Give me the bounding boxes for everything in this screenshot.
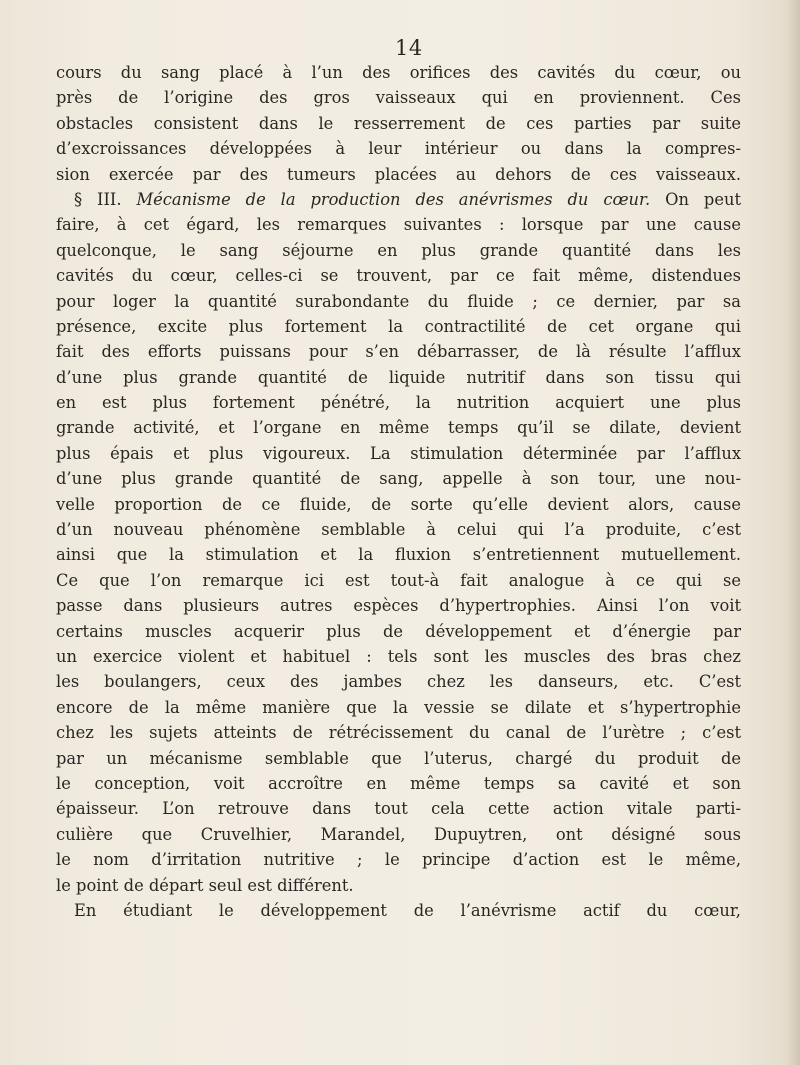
text-line: plus épais et plus vigoureux. La stimulation déterminée par l’afflux xyxy=(56,443,741,463)
text-line: par un mécanisme semblable que l’uterus, chargé du produit de xyxy=(56,748,741,768)
final-text-line: En étudiant le développement de l’anévrisme actif du cœur, xyxy=(74,900,741,920)
text-line: sion exercée par des tumeurs placées au dehors de ces vaisseaux. xyxy=(56,164,741,184)
text-line: d’excroissances développées à leur intérieur ou dans la compres- xyxy=(56,139,741,159)
body-text xyxy=(56,60,741,923)
text-line: un exercice violent et habituel : tels sont les muscles des bras chez xyxy=(56,646,741,666)
text-line: certains muscles acquerir plus de développement et d’énergie par xyxy=(56,621,741,641)
section-mark: § III. xyxy=(74,189,122,209)
text-line: obstacles consistent dans le resserrement de ces parties par suite xyxy=(56,113,741,133)
section-title: Mécanisme de la production des anévrismes du cœur. xyxy=(136,189,651,209)
text-line: le conception, voit accroître en même temps sa cavité et son xyxy=(56,773,741,793)
text-line: près de l’origine des gros vaisseaux qui en proviennent. Ces xyxy=(56,88,741,108)
text-line: en est plus fortement pénétré, la nutrition acquiert une plus xyxy=(56,393,741,413)
text-line: pour loger la quantité surabondante du fluide ; ce dernier, par sa xyxy=(56,291,741,311)
text-line: le nom d’irritation nutritive ; le principe d’action est le même, xyxy=(56,850,741,870)
page-number: 14 xyxy=(395,36,423,60)
text-line: faire, à cet égard, les remarques suivantes : lorsque par une cause xyxy=(56,215,741,235)
text-line: d’une plus grande quantité de liquide nutritif dans son tissu qui xyxy=(56,367,741,387)
text-line: ainsi que la stimulation et la fluxion s’entretiennent mutuellement. xyxy=(56,545,741,565)
page-edge-shadow xyxy=(786,0,800,1065)
text-line: épaisseur. L’on retrouve dans tout cela cette action vitale parti- xyxy=(56,799,741,819)
text-line: d’une plus grande quantité de sang, appelle à son tour, une nou- xyxy=(56,469,741,489)
text-line: fait des efforts puissans pour s’en débarrasser, de là résulte l’afflux xyxy=(56,342,741,362)
text-line: passe dans plusieurs autres espèces d’hypertrophies. Ainsi l’on voit xyxy=(56,596,741,616)
text-line: les boulangers, ceux des jambes chez les danseurs, etc. C’est xyxy=(56,672,741,692)
text-line: cavités du cœur, celles-ci se trouvent, par ce fait même, distendues xyxy=(56,266,741,286)
text-line: chez les sujets atteints de rétrécissement du canal de l’urètre ; c’est xyxy=(56,723,741,743)
text-line: quelconque, le sang séjourne en plus grande quantité dans les xyxy=(56,240,741,260)
text-line: le point de départ seul est différent. xyxy=(56,875,354,895)
section-heading-line xyxy=(56,187,741,212)
section-line-rest: On peut xyxy=(665,189,741,209)
text-line: Ce que l’on remarque ici est tout-à fait analogue à ce qui se xyxy=(56,570,741,590)
text-line: cours du sang placé à l’un des orifices des cavités du cœur, ou xyxy=(56,63,741,82)
text-line: grande activité, et l’organe en même temps qu’il se dilate, devient xyxy=(56,418,741,438)
text-line: encore de la même manière que la vessie se dilate et s’hypertrophie xyxy=(56,697,741,717)
text-line: présence, excite plus fortement la contractilité de cet organe qui xyxy=(56,316,741,336)
text-line: velle proportion de ce fluide, de sorte qu’elle devient alors, cause xyxy=(56,494,741,514)
text-line: culière que Cruvelhier, Marandel, Dupuytren, ont désigné sous xyxy=(56,824,741,844)
text-line: d’un nouveau phénomène semblable à celui qui l’a produite, c’est xyxy=(56,520,741,540)
